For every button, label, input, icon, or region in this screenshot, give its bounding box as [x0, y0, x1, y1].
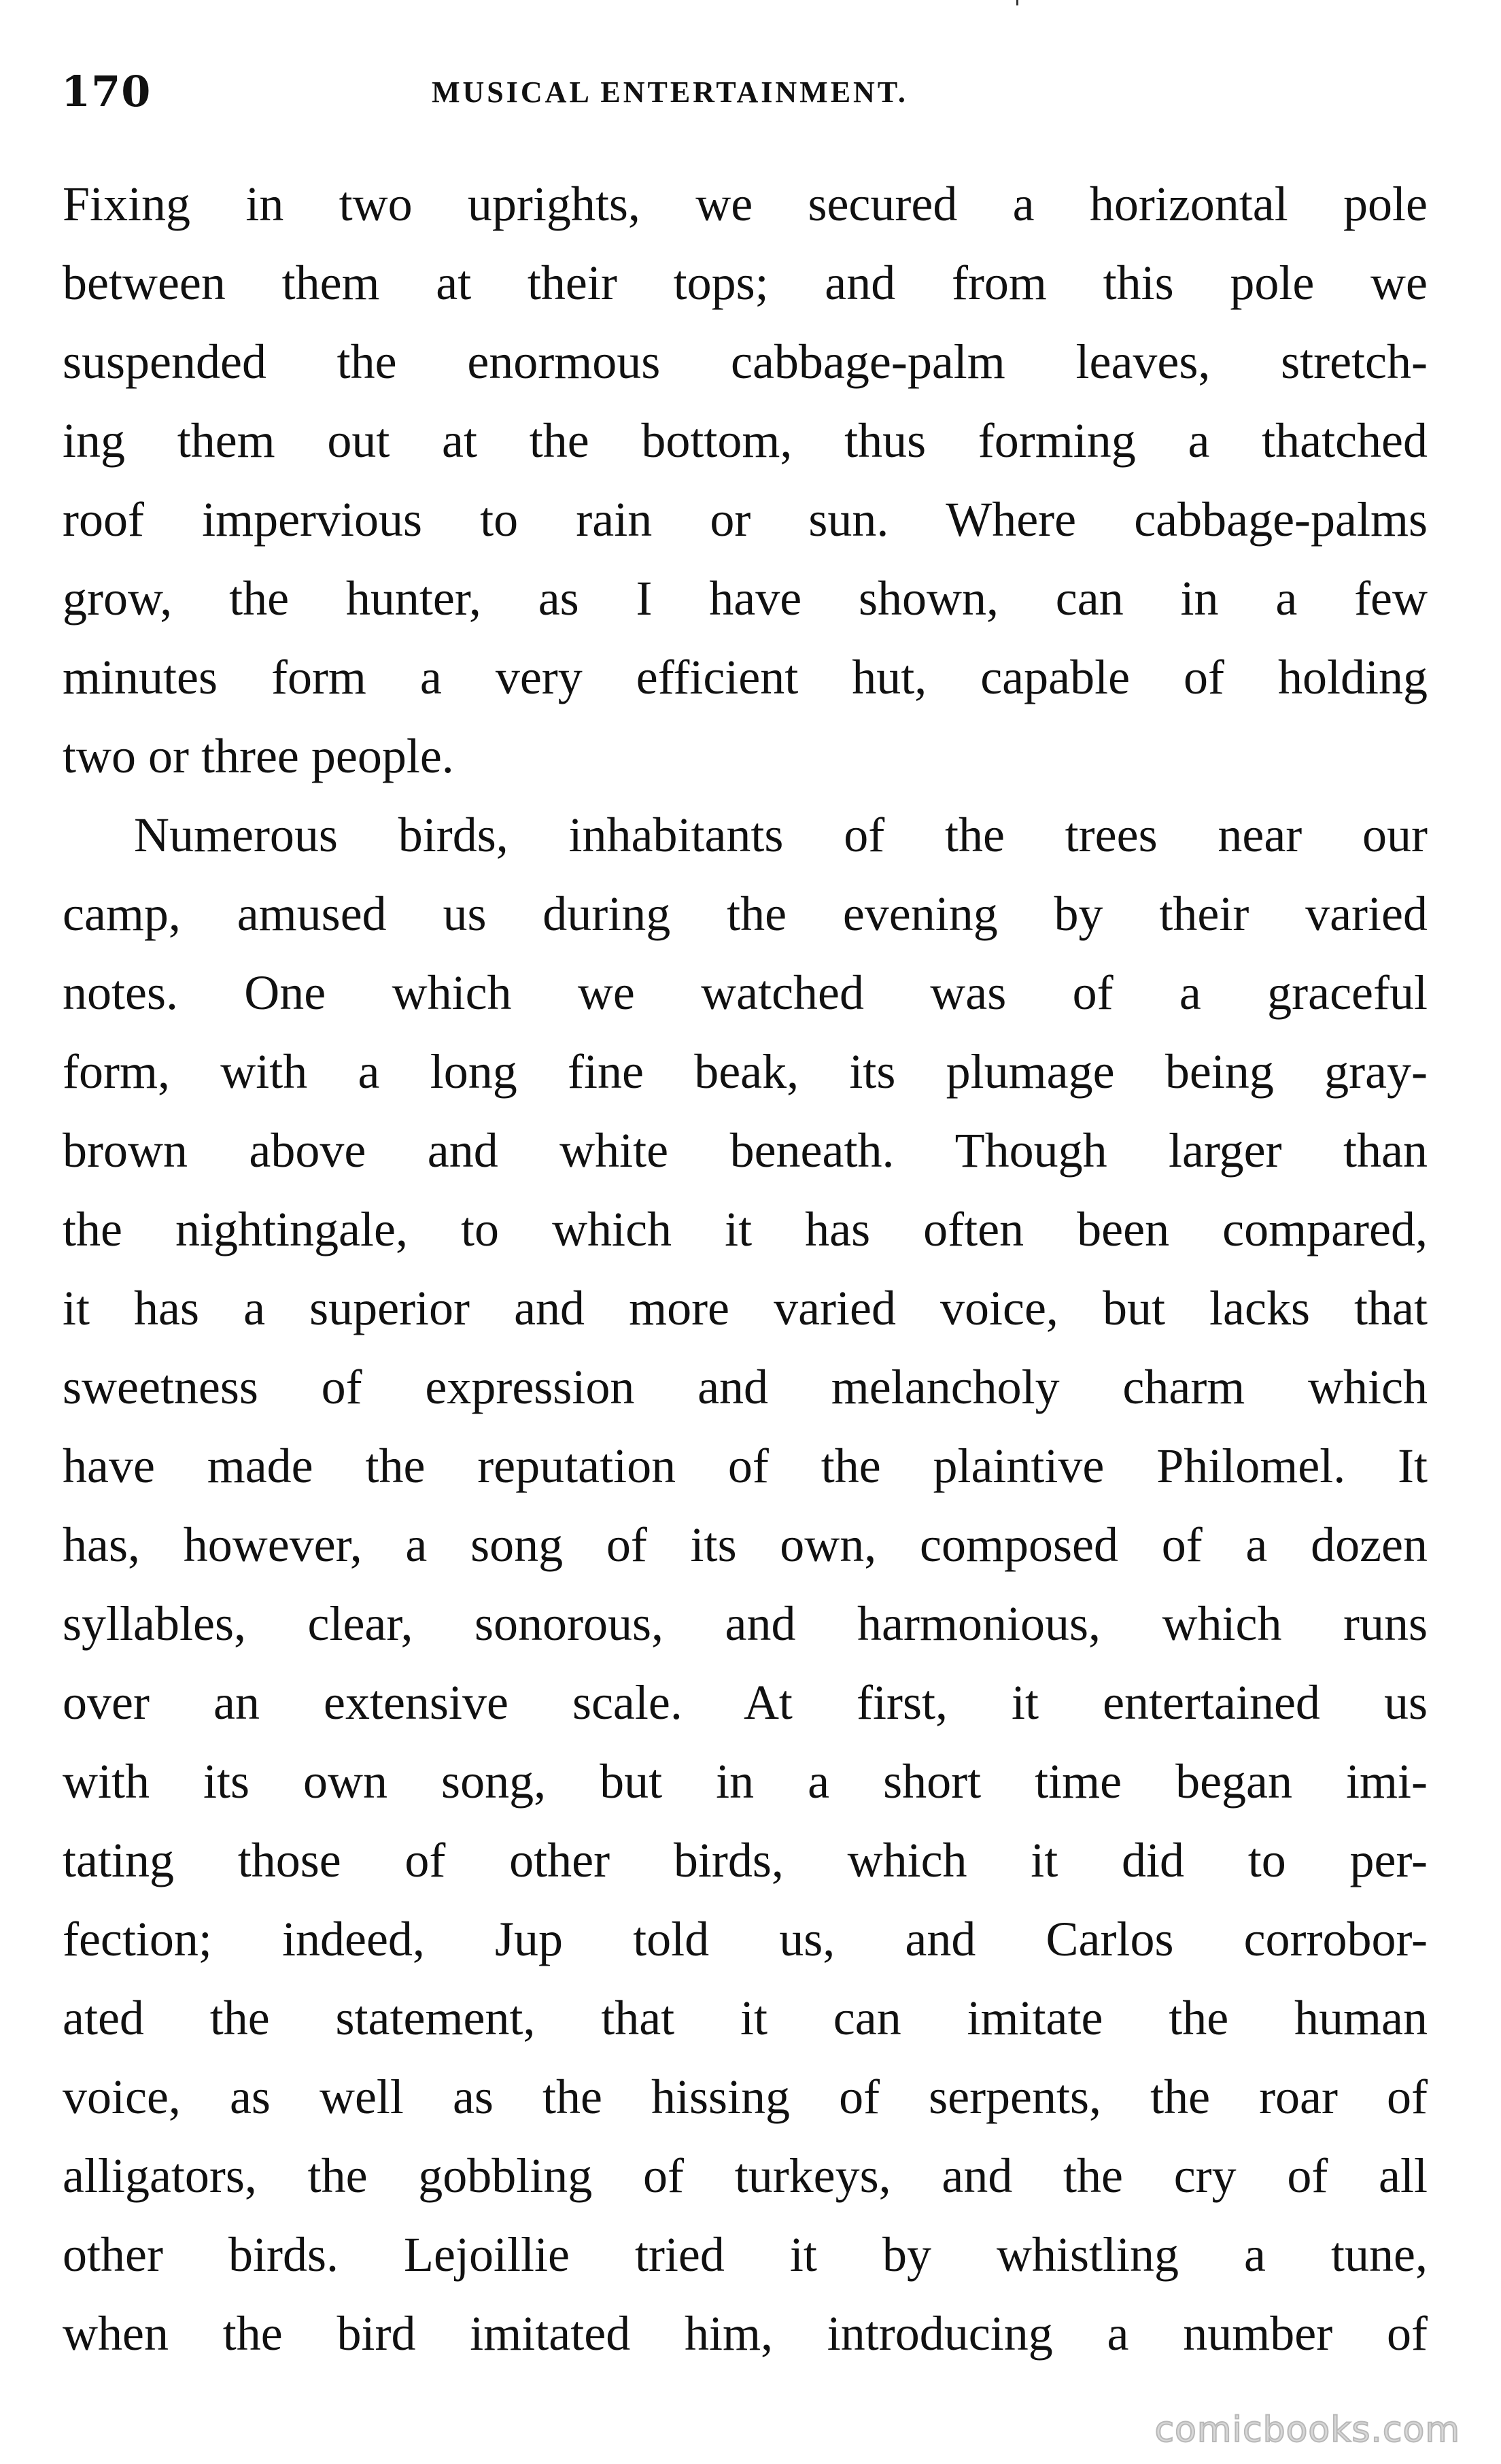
text-line: Numerous birds, inhabitants of the trees near our	[134, 808, 1428, 862]
text-line: ated the statement, that it can imitate the human	[63, 1991, 1428, 2045]
text-line: with its own song, but in a short time began imi-	[63, 1754, 1428, 1809]
text-line: when the bird imitated him, introducing a number of	[63, 2306, 1428, 2361]
text-line: suspended the enormous cabbage-palm leaves, stretch-	[63, 335, 1428, 389]
text-line: alligators, the gobbling of turkeys, and the cry of all	[63, 2149, 1428, 2203]
text-line: it has a superior and more varied voice, but lacks that	[63, 1281, 1428, 1335]
text-line: Fixing in two uprights, we secured a horizontal pole	[63, 177, 1428, 231]
paragraph-2	[63, 795, 1428, 2373]
text-line: roof impervious to rain or sun. Where cabbage-palms	[63, 492, 1428, 547]
text-line: form, with a long fine beak, its plumage being gray-	[63, 1044, 1428, 1099]
text-line: syllables, clear, sonorous, and harmonious, which runs	[63, 1596, 1428, 1651]
page-number: 170	[61, 67, 152, 116]
text-line: two or three people.	[63, 729, 454, 783]
text-line: ing them out at the bottom, thus forming a thatched	[63, 413, 1428, 468]
text-line: over an extensive scale. At first, it entertained us	[63, 1675, 1428, 1730]
text-line: between them at their tops; and from this pole we	[63, 256, 1428, 310]
text-line: tating those of other birds, which it did to per-	[63, 1833, 1428, 1887]
text-line: the nightingale, to which it has often been compared,	[63, 1202, 1428, 1256]
text-line: minutes form a very efficient hut, capable of holding	[63, 650, 1428, 704]
text-line: has, however, a song of its own, composed of a dozen	[63, 1518, 1428, 1572]
text-line: other birds. Lejoillie tried it by whistling a tune,	[63, 2227, 1428, 2282]
page-header	[61, 65, 1428, 119]
watermark: comicbooks.com	[1154, 2410, 1460, 2450]
text-line: voice, as well as the hissing of serpents, the roar of	[63, 2070, 1428, 2124]
text-line: grow, the hunter, as I have shown, can in a few	[63, 571, 1428, 626]
paragraph-1	[63, 165, 1428, 795]
text-line: fection; indeed, Jup told us, and Carlos corrobor-	[63, 1912, 1428, 1966]
running-head: MUSICAL ENTERTAINMENT.	[432, 75, 908, 109]
text-line: sweetness of expression and melancholy charm which	[63, 1360, 1428, 1414]
text-line: camp, amused us during the evening by their varied	[63, 887, 1428, 941]
print-speck	[1016, 0, 1018, 5]
body-text	[63, 165, 1428, 2373]
text-line: have made the reputation of the plaintive Philomel. It	[63, 1439, 1428, 1493]
text-line: notes. One which we watched was of a graceful	[63, 965, 1428, 1020]
text-line: brown above and white beneath. Though larger than	[63, 1123, 1428, 1178]
